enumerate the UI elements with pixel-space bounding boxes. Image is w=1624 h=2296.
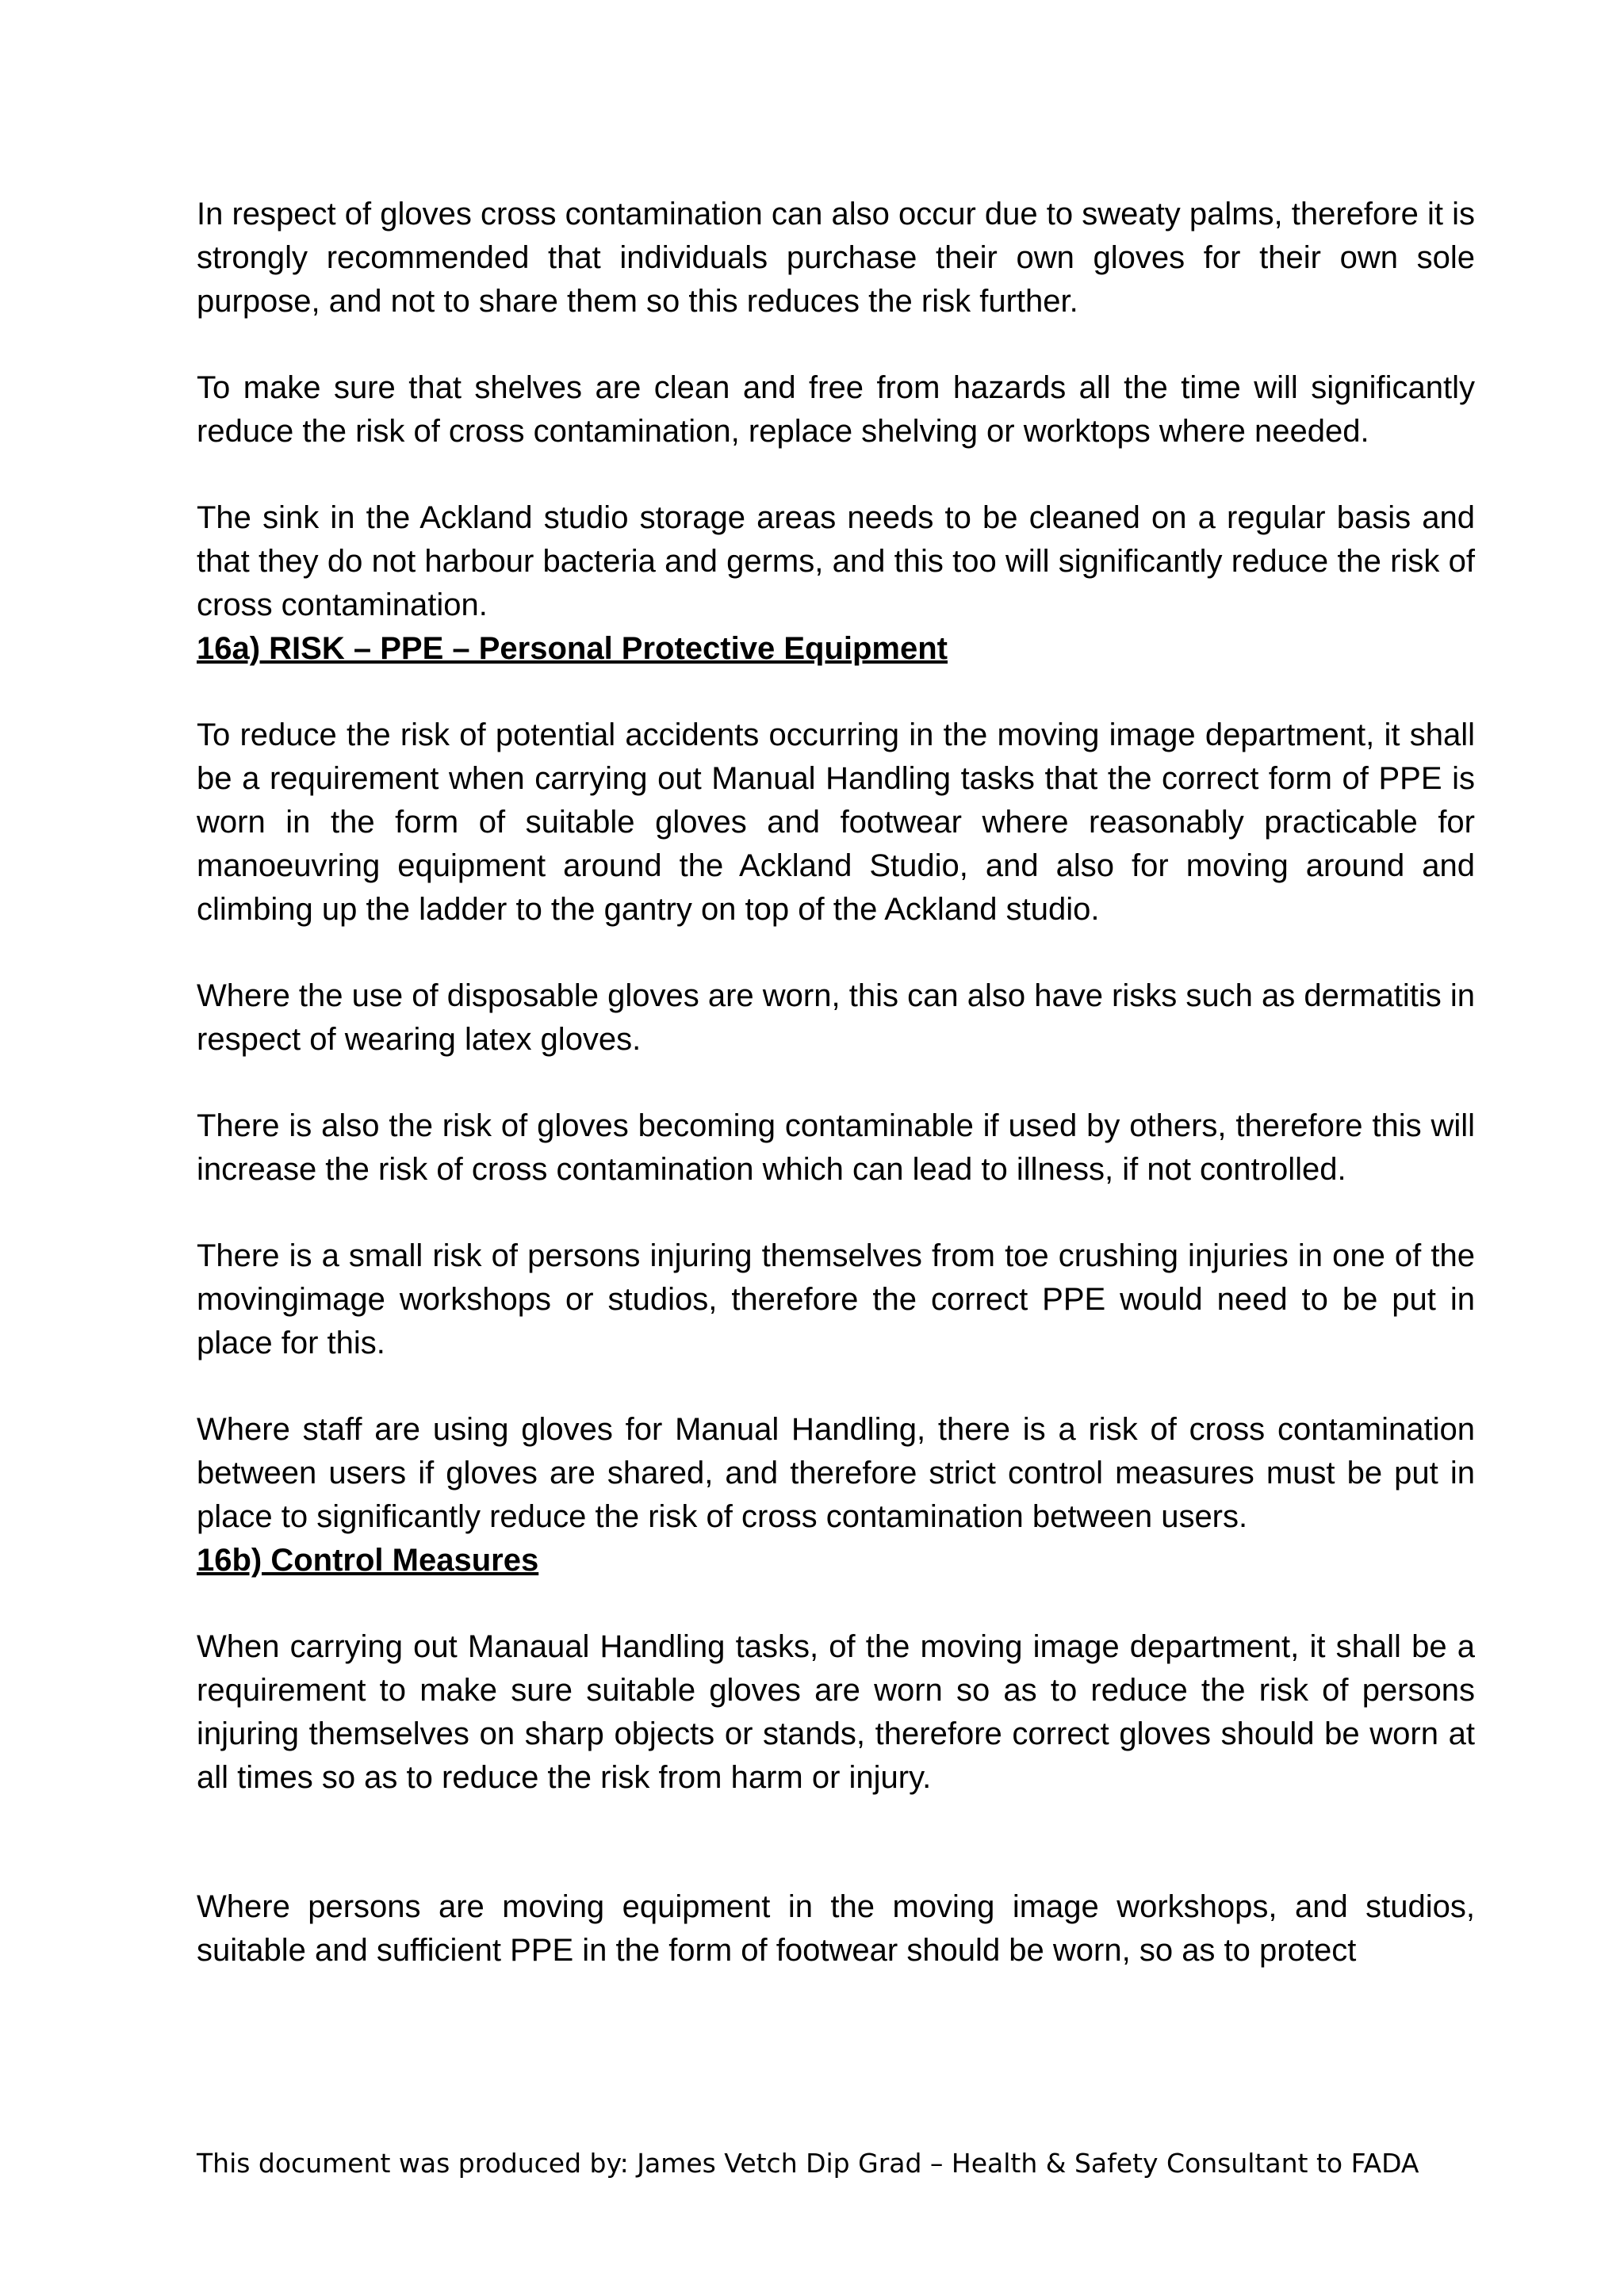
paragraph-toe-crushing: There is a small risk of persons injuring themselves from toe crushing injuries in one of the movingimage workshops or studios, therefore the correct PPE would need to be put in place for this. (197, 1238, 1475, 1360)
section-heading-16a: 16a) RISK – PPE – Personal Protective Equipment (197, 631, 948, 666)
paragraph-gloves-shared: Where staff are using gloves for Manual Handling, there is a risk of cross contamination between users if gloves are shared, and therefore strict control measures must be put in place to significantly reduce the risk of cross contamination between users. (197, 1412, 1475, 1534)
paragraph-manual-handling-gloves: When carrying out Manaual Handling tasks, of the moving image department, it shall be a requirement to make sure suitable gloves are worn so as to reduce the risk of persons injuring themselves on sharp objects or stands, therefore correct gloves should be worn at all times so as to reduce the risk from harm or injury. (197, 1629, 1475, 1795)
paragraph-sink-cleaning: The sink in the Ackland studio storage areas needs to be cleaned on a regular basis and that they do not harbour bacteria and germs, and this too will significantly reduce the risk of cross contamination. (197, 500, 1475, 622)
paragraph-footwear: Where persons are moving equipment in the moving image workshops, and studios, suitable and sufficient PPE in the form of footwear should be worn, so as to protect (197, 1889, 1475, 1968)
paragraph-ppe-requirement: To reduce the risk of potential accidents occurring in the moving image department, it shall be a requirement when carrying out Manual Handling tasks that the correct form of PPE is worn in the form of suitable gloves and footwear where reasonably practicable for manoeuvring equipment around the Ackland Studio, and also for moving around and climbing up the ladder to the gantry on top of the Ackland studio. (197, 718, 1475, 927)
paragraph-disposable-gloves: Where the use of disposable gloves are worn, this can also have risks such as dermatitis in respect of wearing latex gloves. (197, 978, 1475, 1057)
page-footer: This document was produced by: James Vetch Dip Grad – Health & Safety Consultant to FADA (197, 2148, 1419, 2179)
paragraph-shelves-clean: To make sure that shelves are clean and free from hazards all the time will significantly reduce the risk of cross contamination, replace shelving or worktops where needed. (197, 370, 1475, 449)
paragraph-gloves-contaminable: There is also the risk of gloves becoming contaminable if used by others, therefore this will increase the risk of cross contamination which can lead to illness, if not controlled. (197, 1108, 1475, 1187)
page-body (197, 193, 1475, 1973)
section-heading-16b: 16b) Control Measures (197, 1543, 539, 1578)
paragraph-gloves-sweaty-palms: In respect of gloves cross contamination can also occur due to sweaty palms, therefore it is strongly recommended that individuals purchase their own gloves for their own sole purpose, and not to share them so this reduces the risk further. (197, 197, 1475, 319)
